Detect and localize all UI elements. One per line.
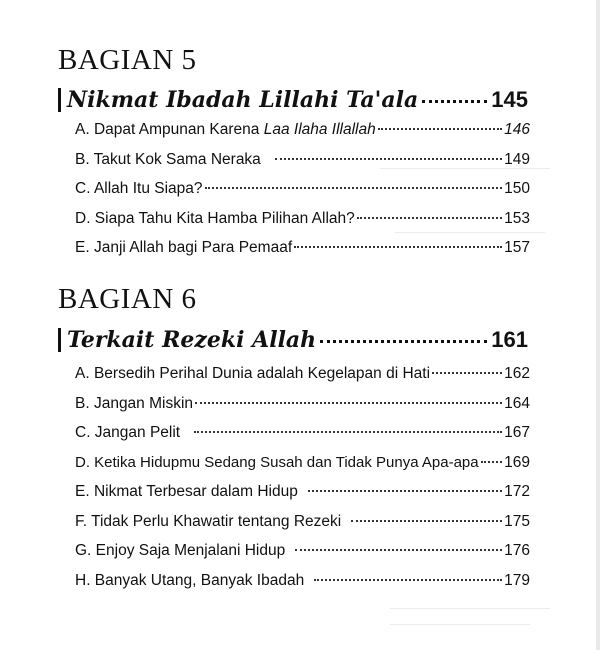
entry-title: A. Dapat Ampunan Karena Laa Ilaha Illallah xyxy=(75,121,376,138)
dot-leader xyxy=(422,100,487,103)
entry-title: H. Banyak Utang, Banyak Ibadah xyxy=(75,571,305,589)
entry-title: D. Ketika Hidupmu Sedang Susah dan Tidak Punya Apa-apa xyxy=(75,453,479,471)
dot-leader xyxy=(378,128,502,130)
dot-leader xyxy=(205,187,503,189)
entry-page-number: 157 xyxy=(504,239,530,256)
dot-leader xyxy=(295,549,502,551)
entry-page-number: 172 xyxy=(504,483,530,500)
toc-entry[interactable] xyxy=(75,365,530,395)
entry-title: C. Jangan Pelit xyxy=(75,424,181,441)
dot-leader xyxy=(481,461,503,463)
dot-leader xyxy=(351,520,502,522)
toc-entry[interactable] xyxy=(75,395,530,425)
entry-title: B. Jangan Miskin xyxy=(75,394,194,412)
bleed-through-line xyxy=(390,624,530,625)
entry-page-number: 176 xyxy=(504,542,530,559)
toc-entry[interactable] xyxy=(75,239,530,269)
toc-entry[interactable] xyxy=(75,572,530,602)
entry-page-number: 150 xyxy=(504,180,530,197)
toc-entry[interactable] xyxy=(75,454,530,484)
entry-page-number: 167 xyxy=(504,424,530,441)
entry-title: G. Enjoy Saja Menjalani Hidup xyxy=(75,542,286,559)
toc-entry[interactable] xyxy=(75,513,530,543)
dot-leader xyxy=(314,579,502,581)
chapter-page-number: 145 xyxy=(491,87,528,112)
entry-page-number: 149 xyxy=(504,150,530,168)
entry-page-number: 162 xyxy=(504,365,530,382)
entry-list xyxy=(75,121,530,269)
toc-entry[interactable] xyxy=(75,483,530,513)
toc-entry[interactable] xyxy=(75,424,530,454)
toc-entry[interactable] xyxy=(75,151,530,181)
entry-title-emphasis: Laa Ilaha Illallah xyxy=(263,121,376,138)
toc-entry[interactable] xyxy=(75,210,530,240)
chapter-title: Terkait Rezeki Allah xyxy=(67,327,317,353)
entry-title: E. Nikmat Terbesar dalam Hidup xyxy=(75,483,298,500)
entry-title: D. Siapa Tahu Kita Hamba Pilihan Allah? xyxy=(75,209,355,227)
chapter-bar-marker xyxy=(58,88,61,112)
toc-entry[interactable] xyxy=(75,121,530,151)
dot-leader xyxy=(432,372,502,374)
toc-entry[interactable] xyxy=(75,542,530,572)
entry-title: A. Bersedih Perihal Dunia adalah Kegelapan di Hati xyxy=(75,365,431,382)
entry-title: F. Tidak Perlu Khawatir tentang Rezeki xyxy=(75,512,342,530)
entry-page-number: 146 xyxy=(504,121,530,138)
entry-page-number: 164 xyxy=(504,394,530,412)
chapter-title: Nikmat Ibadah Lillahi Ta'ala xyxy=(67,87,419,113)
dot-leader xyxy=(195,402,502,404)
entry-page-number: 175 xyxy=(504,512,530,530)
chapter-heading[interactable] xyxy=(58,327,528,353)
dot-leader xyxy=(320,340,487,343)
entry-page-number: 153 xyxy=(504,209,530,227)
page-edge xyxy=(596,0,600,650)
part-label: BAGIAN 5 xyxy=(58,44,197,76)
entry-title: E. Janji Allah bagi Para Pemaaf xyxy=(75,239,293,256)
entry-title: C. Allah Itu Siapa? xyxy=(75,180,203,197)
bleed-through-decoration xyxy=(561,58,566,81)
entry-page-number: 179 xyxy=(504,571,530,589)
dot-leader xyxy=(294,246,502,248)
dot-leader xyxy=(275,158,502,160)
part-label: BAGIAN 6 xyxy=(58,283,197,315)
dot-leader xyxy=(357,217,502,219)
dot-leader xyxy=(308,490,502,492)
entry-title: B. Takut Kok Sama Neraka xyxy=(75,150,261,168)
chapter-bar-marker xyxy=(58,328,61,352)
dot-leader xyxy=(194,431,502,433)
toc-entry[interactable] xyxy=(75,180,530,210)
chapter-page-number: 161 xyxy=(491,327,528,352)
entry-page-number: 169 xyxy=(504,453,530,471)
chapter-heading[interactable] xyxy=(58,87,528,113)
bleed-through-line xyxy=(390,608,550,609)
entry-list xyxy=(75,365,530,601)
